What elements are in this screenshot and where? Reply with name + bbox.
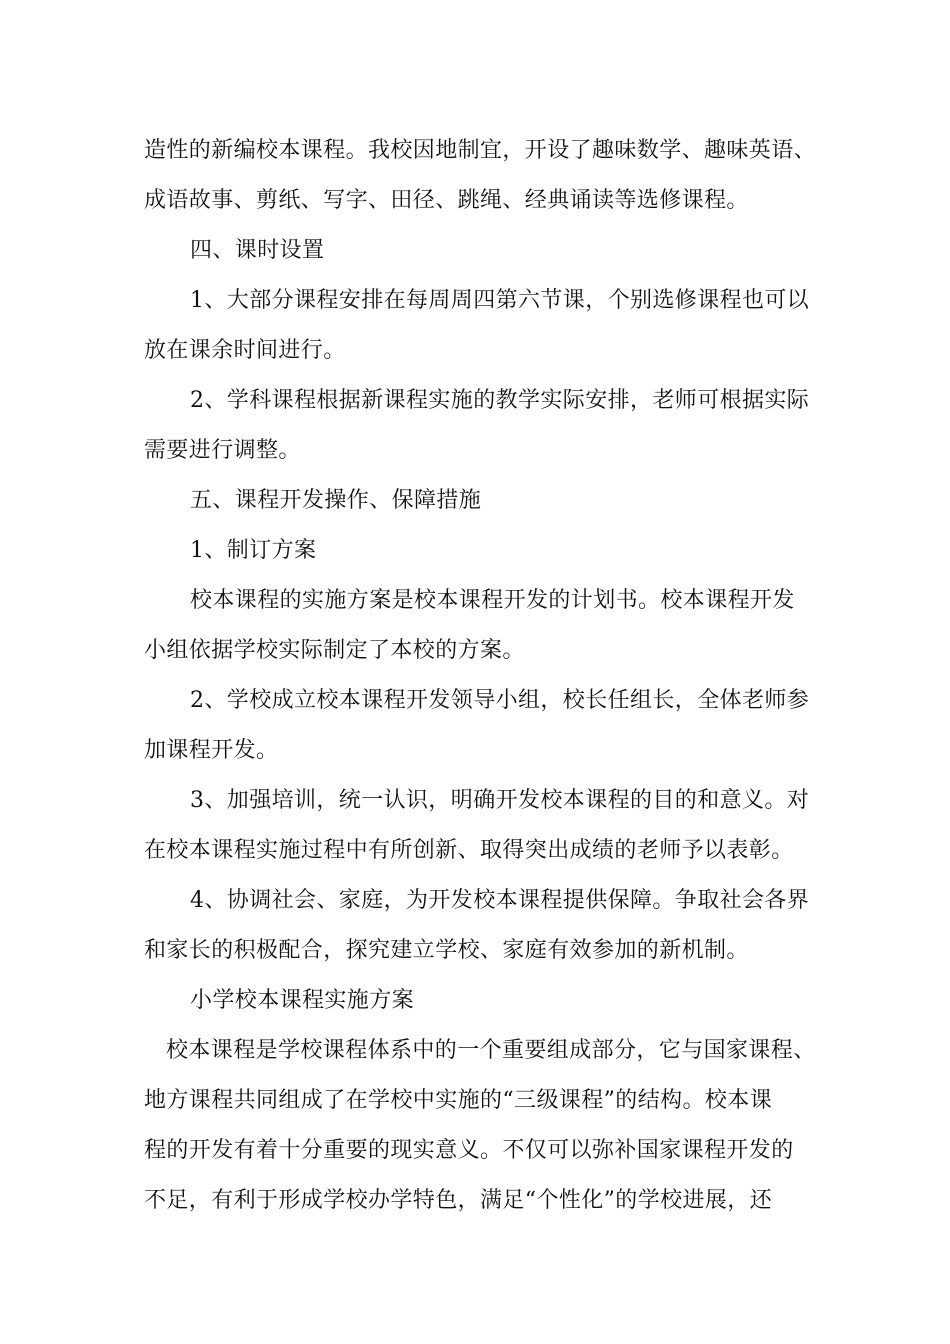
- subsection-heading: 1、制订方案: [190, 538, 317, 563]
- paragraph-line: 校本课程是学校课程体系中的一个重要组成部分，它与国家课程、: [166, 1038, 816, 1063]
- paragraph-line: 1、大部分课程安排在每周周四第六节课，个别选修课程也可以: [190, 288, 810, 313]
- paragraph-line: 程的开发有着十分重要的现实意义。不仅可以弥补国家课程开发的: [144, 1138, 794, 1163]
- paragraph-line: 和家长的积极配合，探究建立学校、家庭有效参加的新机制。: [144, 938, 749, 963]
- paragraph-line: 小组依据学校实际制定了本校的方案。: [144, 638, 525, 663]
- document-subtitle: 小学校本课程实施方案: [190, 988, 415, 1013]
- paragraph-line: 需要进行调整。: [144, 438, 301, 463]
- section-heading: 五、课程开发操作、保障措施: [190, 488, 482, 513]
- paragraph-line: 地方课程共同组成了在学校中实施的“三级课程”的结构。校本课: [144, 1088, 773, 1113]
- paragraph-line: 造性的新编校本课程。我校因地制宜，开设了趣味数学、趣味英语、: [144, 138, 817, 163]
- paragraph-line: 2、学科课程根据新课程实施的教学实际安排，老师可根据实际: [190, 388, 810, 413]
- paragraph-line: 2、学校成立校本课程开发领导小组，校长任组长，全体老师参: [190, 688, 810, 713]
- paragraph-line: 4、协调社会、家庭，为开发校本课程提供保障。争取社会各界: [190, 888, 810, 913]
- paragraph-line: 3、加强培训，统一认识，明确开发校本课程的目的和意义。对: [190, 788, 810, 813]
- paragraph-line: 校本课程的实施方案是校本课程开发的计划书。校本课程开发: [190, 588, 795, 613]
- paragraph-line: 成语故事、剪纸、写字、田径、跳绳、经典诵读等选修课程。: [144, 188, 749, 213]
- paragraph-line: 加课程开发。: [144, 738, 279, 763]
- paragraph-line: 不足，有利于形成学校办学特色，满足“个性化”的学校进展，还: [144, 1188, 773, 1213]
- paragraph-line: 放在课余时间进行。: [144, 338, 346, 363]
- paragraph-line: 在校本课程实施过程中有所创新、取得突出成绩的老师予以表彰。: [144, 838, 794, 863]
- section-heading: 四、课时设置: [190, 238, 325, 263]
